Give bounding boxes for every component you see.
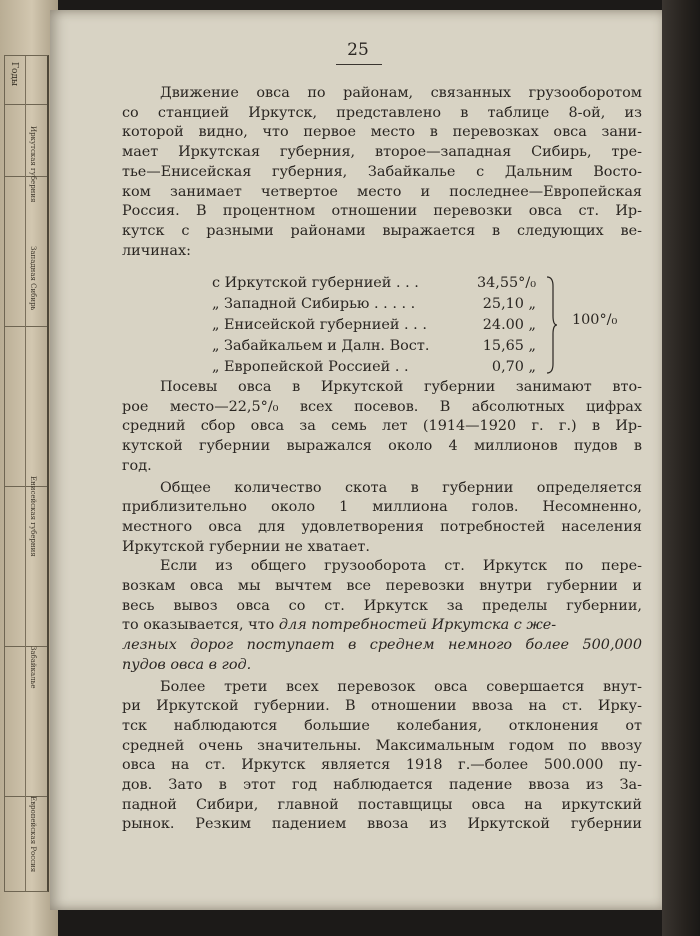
- stat-label: с Иркутской губернией . . .: [212, 275, 419, 291]
- stats-total: 100°/₀: [572, 312, 618, 328]
- stat-row: [212, 357, 552, 378]
- text-line: Иркутской губернии не хватает.: [122, 538, 370, 555]
- text-line: кутской губернии выражался около 4 миллионов пудов в: [122, 438, 642, 455]
- paragraph-5: [122, 678, 642, 836]
- text-line: средний сбор овса за семь лет (1914—1920 г. г.) в Ир-: [122, 418, 642, 435]
- italic-line: пудов овса в год.: [122, 656, 252, 673]
- text-line: Общее количество скота в губернии определяется: [160, 479, 642, 496]
- stat-row: [212, 294, 552, 315]
- book-right-edge: [662, 0, 700, 936]
- stat-label: „ Енисейской губернией . . .: [212, 317, 427, 333]
- text-line: овса на ст. Иркутск является 1918 г.—более 500.000 пу-: [122, 757, 642, 774]
- text-line: тск наблюдаются большие колебания, отклонения от: [122, 717, 642, 734]
- adjacent-table-strip: [4, 55, 49, 892]
- text-line: падной Сибири, главной поставщицы овса на иркутский: [122, 796, 642, 813]
- stat-row: [212, 273, 552, 294]
- text-line: рое место—22,5°/₀ всех посевов. В абсолютных цифрах: [122, 398, 642, 415]
- stat-label: „ Забайкальем и Далн. Вост.: [212, 338, 430, 354]
- text-line-mixed: [122, 616, 642, 636]
- strip-col-label: Европейская Россия: [29, 796, 37, 873]
- text-line: кутск с разными районами выражается в следующих ве-: [122, 222, 642, 239]
- oat-shipments-percentages: [212, 273, 552, 378]
- text-line: Если из общего грузооборота ст. Иркутск по пере-: [160, 558, 642, 575]
- paragraph-1: [122, 84, 642, 261]
- stat-label: „ Европейской Россией . .: [212, 359, 409, 375]
- text-line: возкам овса мы вычтем все перевозки внутри губернии и: [122, 578, 642, 595]
- text-line: местного овса для удовлетворения потребностей населения: [122, 518, 642, 535]
- text-line: со станцией Иркутск, представлено в таблице 8-ой, из: [122, 104, 642, 121]
- paragraph-2: [122, 378, 642, 477]
- italic-line: лезных дорог поступает в среднем немного более 500,000: [122, 637, 642, 654]
- stat-value: 0,70 „: [491, 359, 536, 375]
- curly-brace: [546, 276, 558, 374]
- stat-row: [212, 336, 552, 357]
- page-body-lower: [122, 378, 642, 835]
- text-line: тье—Енисейская губерния, Забайкалье с Дальним Восто-: [122, 163, 642, 180]
- strip-header: Годы: [9, 62, 19, 87]
- strip-col-label: Енисейская губерния: [29, 476, 37, 557]
- book-page: [50, 10, 666, 910]
- text-fragment: то оказывается, что: [122, 617, 279, 634]
- text-line: которой видно, что первое место в перевозках овса зани-: [122, 124, 642, 141]
- text-line: ри Иркутской губернии. В отношении ввоза на ст. Ирку-: [122, 698, 642, 715]
- paragraph-4: [122, 557, 642, 675]
- italic-fragment: для потребностей Иркутска с же-: [278, 617, 557, 634]
- text-line: весь вывоз овса со ст. Иркутск за пределы губернии,: [122, 597, 642, 614]
- strip-col-label: Иркутская губерния: [29, 126, 37, 203]
- page-number: 25: [347, 40, 369, 60]
- text-line: Более трети всех перевозок овса совершается внут-: [160, 678, 642, 695]
- stat-value: 25,10 „: [482, 296, 536, 312]
- page-number-underline: [336, 64, 382, 65]
- stat-row: [212, 315, 552, 336]
- stat-value: 34,55°/₀: [476, 275, 536, 291]
- stat-value: 24.00 „: [482, 317, 536, 333]
- stat-label: „ Западной Сибирью . . . . .: [212, 296, 416, 312]
- text-line: Россия. В процентном отношении перевозки овса ст. Ир-: [122, 203, 642, 220]
- text-line: дов. Зато в этот год наблюдается падение ввоза из За-: [122, 777, 642, 794]
- stat-value: 15,65 „: [482, 338, 536, 354]
- text-line: мает Иркутская губерния, второе—западная Сибирь, тре-: [122, 144, 642, 161]
- text-line: личинах:: [122, 242, 191, 259]
- text-line: рынок. Резким падением ввоза из Иркутской губернии: [122, 816, 642, 833]
- text-line: Посевы овса в Иркутской губернии занимают вто-: [160, 379, 642, 395]
- text-line: Движение овса по районам, связанных грузооборотом: [160, 85, 642, 101]
- paragraph-3: [122, 479, 642, 558]
- text-line: ком занимает четвертое место и последнее—Европейская: [122, 183, 642, 200]
- strip-col-label: Забайкалье: [29, 646, 37, 689]
- strip-col-label: Западная Сибирь: [29, 246, 37, 311]
- text-line: средней очень значительны. Максимальным годом по ввозу: [122, 737, 642, 754]
- text-line: приблизительно около 1 миллиона голов. Несомненно,: [122, 499, 642, 516]
- page-body: [122, 84, 642, 261]
- text-line: год.: [122, 457, 152, 474]
